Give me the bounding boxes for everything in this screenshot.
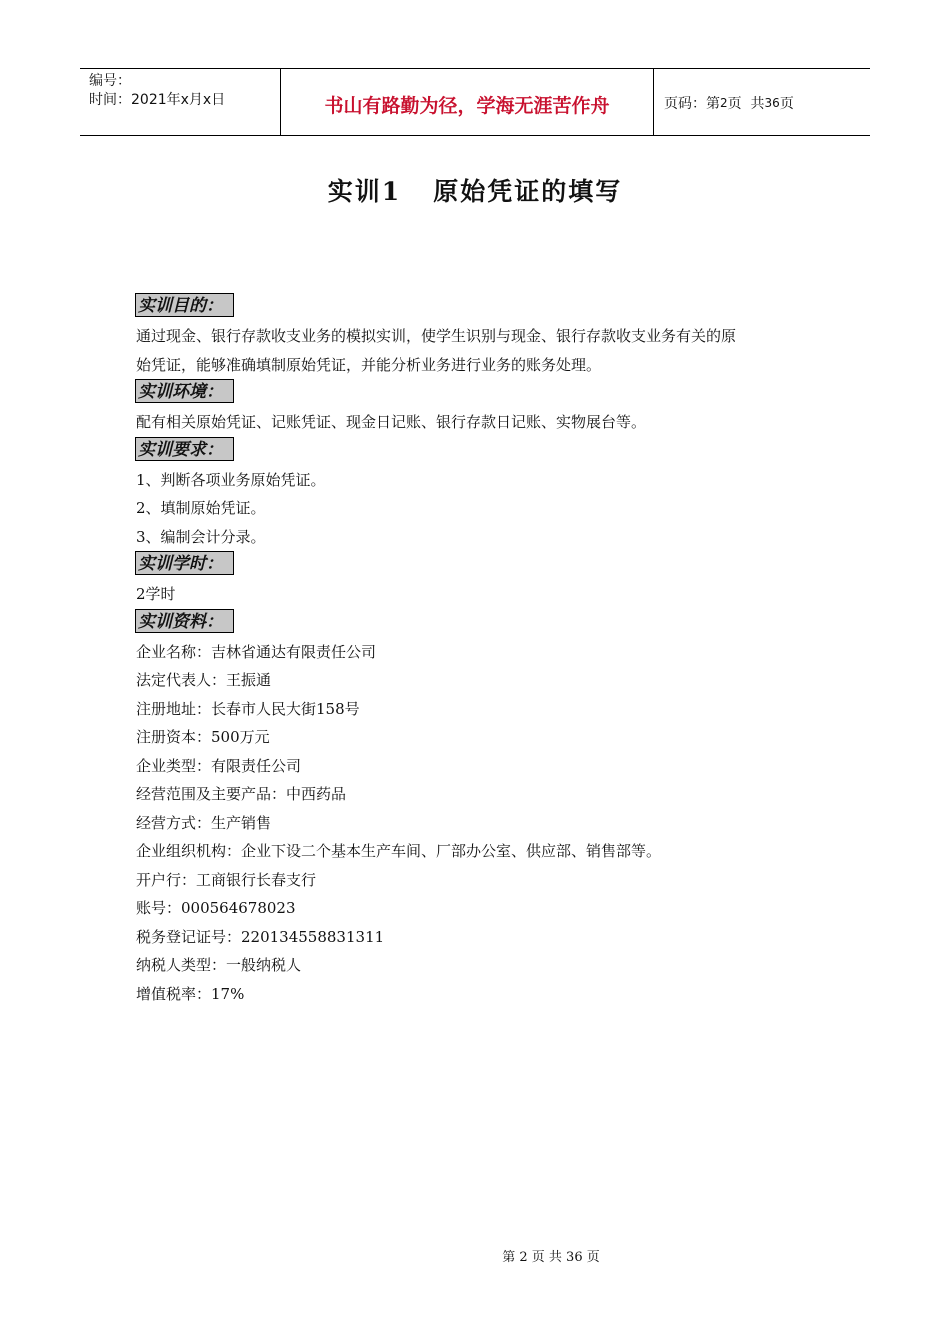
info-line: 增值税率：17% bbox=[136, 984, 245, 1003]
list-item: 2、填制原始凭证。 bbox=[136, 499, 266, 517]
info-line: 注册资本：500万元 bbox=[136, 728, 270, 746]
header-number-label: 编号： bbox=[89, 73, 131, 89]
header-page-num: 2 bbox=[720, 96, 728, 110]
info-line: 注册地址：长春市人民大街158号 bbox=[136, 699, 360, 718]
section-environment bbox=[136, 379, 826, 437]
page-header bbox=[80, 68, 870, 136]
section-materials bbox=[136, 609, 826, 1009]
section-label: 实训要求： bbox=[135, 437, 234, 461]
paragraph-line: 始凭证，能够准确填制原始凭证，并能分析业务进行业务的账务处理。 bbox=[136, 355, 602, 374]
info-line: 税务登记证号：220134558831311 bbox=[136, 927, 385, 946]
info-line: 企业组织机构：企业下设二个基本生产车间、厂部办公室、供应部、销售部等。 bbox=[136, 842, 662, 860]
info-line: 纳税人类型：一般纳税人 bbox=[136, 956, 302, 974]
header-page-info bbox=[654, 69, 870, 135]
info-line: 开户行：工商银行长春支行 bbox=[136, 870, 317, 889]
info-line: 企业名称：吉林省通达有限责任公司 bbox=[136, 642, 377, 661]
section-purpose bbox=[136, 293, 826, 379]
document-body bbox=[136, 293, 826, 1008]
document-title: 实训1 原始凭证的填写 bbox=[327, 177, 623, 206]
section-requirements bbox=[136, 437, 826, 552]
header-page-mid: 页 共 bbox=[727, 96, 765, 112]
section-label: 实训学时： bbox=[135, 551, 234, 575]
info-line: 法定代表人：王振通 bbox=[136, 671, 272, 689]
info-line: 经营范围及主要产品：中西药品 bbox=[136, 785, 347, 803]
paragraph-line: 配有相关原始凭证、记账凭证、现金日记账、银行存款日记账、实物展台等。 bbox=[136, 413, 647, 431]
page-footer: 第 2 页 共 36 页 bbox=[502, 1250, 600, 1265]
list-item: 1、判断各项业务原始凭证。 bbox=[136, 470, 326, 489]
section-label: 实训资料： bbox=[135, 609, 234, 633]
info-line: 企业类型：有限责任公司 bbox=[136, 756, 302, 775]
header-motto: 书山有路勤为径，学海无涯苦作舟 bbox=[281, 69, 654, 135]
section-label: 实训目的： bbox=[135, 293, 234, 317]
list-item: 3、编制会计分录。 bbox=[136, 527, 266, 546]
info-line: 账号：000564678023 bbox=[136, 899, 296, 917]
info-line: 经营方式：生产销售 bbox=[136, 813, 272, 832]
section-label: 实训环境： bbox=[135, 379, 234, 403]
header-time-label: 时间：2021年x月x日 bbox=[89, 92, 226, 108]
section-hours bbox=[136, 551, 826, 609]
header-page-suffix: 页 bbox=[779, 96, 794, 112]
header-meta bbox=[80, 69, 281, 135]
header-page-total: 36 bbox=[764, 96, 780, 110]
paragraph-line: 通过现金、银行存款收支业务的模拟实训，使学生识别与现金、银行存款收支业务有关的原 bbox=[136, 327, 737, 345]
header-page-prefix: 页码：第 bbox=[664, 96, 720, 112]
paragraph-line: 2学时 bbox=[136, 585, 176, 603]
